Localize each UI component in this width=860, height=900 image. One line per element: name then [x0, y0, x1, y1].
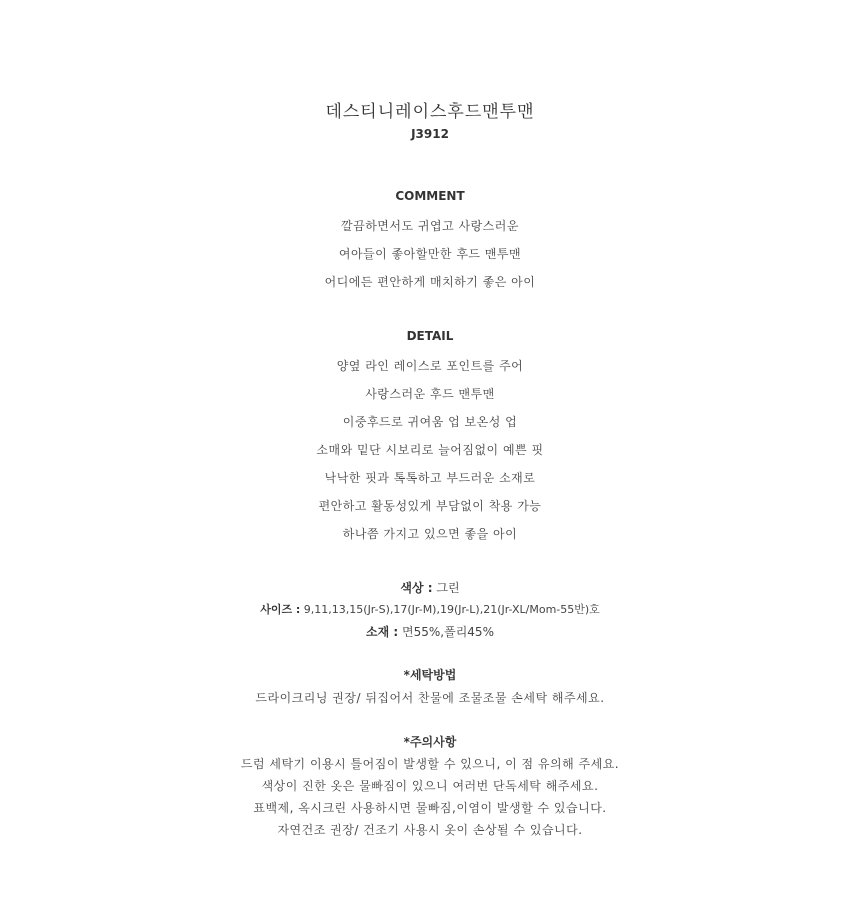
spec-color-label: 색상 : [400, 581, 433, 595]
detail-line: 하나쯤 가지고 있으면 좋을 아이 [342, 527, 518, 541]
caution-line: 자연건조 권장/ 건조기 사용시 옷이 손상될 수 있습니다. [277, 823, 583, 837]
detail-line: 사랑스러운 후드 맨투맨 [365, 387, 495, 401]
spec-material-value: 면55%,폴리45% [402, 625, 494, 639]
spec-size-label: 사이즈 : [260, 603, 301, 616]
spec-size [0, 601, 860, 617]
caution-line: 표백제, 옥시크린 사용하시면 물빠짐,이염이 발생할 수 있습니다. [253, 801, 607, 815]
spec-material-label: 소재 : [366, 625, 399, 639]
product-code: J3912 [411, 127, 449, 141]
spec-color-value: 그린 [436, 581, 460, 595]
spec-size-value: 9,11,13,15(Jr-S),17(Jr-M),19(Jr-L),21(Jr-XL/Mom-55반)호 [303, 603, 600, 616]
detail-line: 이중후드로 귀여움 업 보온성 업 [342, 415, 518, 429]
comment-line: 깔끔하면서도 귀엽고 사랑스러운 [341, 219, 519, 233]
washing-line: 드라이크리닝 권장/ 뒤집어서 찬물에 조물조물 손세탁 해주세요. [255, 691, 605, 705]
caution-line: 색상이 진한 옷은 물빠짐이 있으니 여러번 단독세탁 해주세요. [261, 779, 599, 793]
detail-line: 편안하고 활동성있게 부담없이 착용 가능 [318, 499, 542, 513]
comment-heading: COMMENT [395, 189, 465, 203]
comment-line: 여아들이 좋아할만한 후드 맨투맨 [338, 247, 522, 261]
detail-heading: DETAIL [406, 329, 454, 343]
spec-color [0, 579, 860, 596]
comment-line: 어디에든 편안하게 매치하기 좋은 아이 [324, 275, 536, 289]
caution-heading: *주의사항 [403, 735, 457, 749]
washing-heading: *세탁방법 [403, 668, 457, 682]
detail-line: 낙낙한 핏과 톡톡하고 부드러운 소재로 [324, 471, 536, 485]
spec-material [0, 623, 860, 640]
detail-line: 소매와 밑단 시보리로 늘어짐없이 예쁜 핏 [316, 443, 544, 457]
detail-line: 양옆 라인 레이스로 포인트를 주어 [336, 359, 524, 373]
caution-line: 드럼 세탁기 이용시 틀어짐이 발생할 수 있으니, 이 점 유의해 주세요. [240, 757, 620, 771]
product-title: 데스티니레이스후드맨투맨 [325, 102, 535, 122]
